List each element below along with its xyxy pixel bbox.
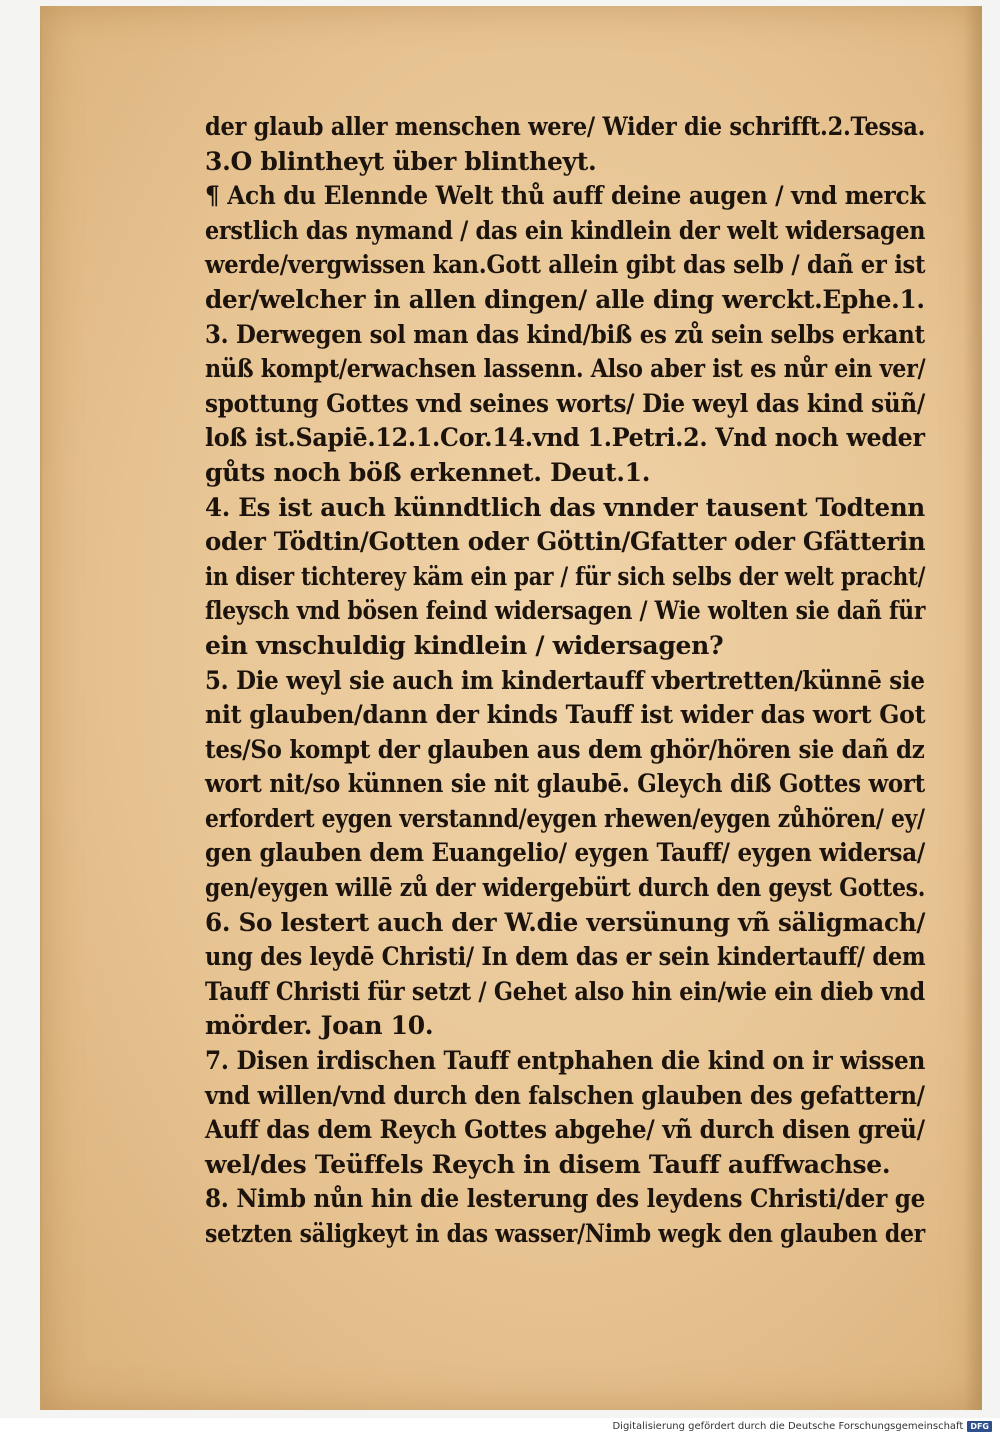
text-block bbox=[205, 110, 925, 1252]
text-line: der/welcher in allen dingen/ alle ding werckt.Ephe.1. bbox=[205, 284, 925, 314]
text-line: ein vnschuldig kindlein / widersagen? bbox=[205, 630, 724, 660]
text-line: wel/des Teüffels Reych in disem Tauff auffwachse. bbox=[205, 1149, 891, 1179]
text-line: ung des leydē Christi/ In dem das er sein kindertauff/ dem bbox=[205, 942, 926, 972]
text-line: erfordert eygen verstannd/eygen rhewen/eygen zůhören/ ey/ bbox=[205, 803, 925, 833]
text-line: 5. Die weyl sie auch im kindertauff vbertretten/künnē sie bbox=[205, 665, 925, 695]
dfg-logo-icon: DFG bbox=[967, 1421, 992, 1432]
text-line: nüß kompt/erwachsen lassenn. Also aber ist es nůr ein ver/ bbox=[205, 354, 926, 384]
text-line: fleysch vnd bösen feind widersagen / Wie wolten sie dañ für bbox=[205, 596, 926, 626]
text-line: ¶ Ach du Elennde Welt thů auff deine augen / vnd merck bbox=[205, 181, 926, 211]
text-line: der glaub aller menschen were/ Wider die schrifft.2.Tessa. bbox=[205, 112, 926, 141]
text-line: in diser tichterey käm ein par / für sich selbs der welt pracht/ bbox=[205, 561, 926, 591]
page-edge-shadow bbox=[964, 6, 982, 1410]
text-line: gůts noch böß erkennet. Deut.1. bbox=[205, 457, 651, 487]
text-line: 4. Es ist auch künndtlich das vnnder tausent Todtenn bbox=[205, 492, 925, 522]
text-line: 6. So lestert auch der W.die versünung vñ säligmach/ bbox=[205, 907, 926, 937]
text-line: vnd willen/vnd durch den falschen glauben des gefattern/ bbox=[205, 1080, 925, 1110]
text-line: tes/So kompt der glauben aus dem ghör/hören sie dañ dz bbox=[205, 734, 925, 764]
footer-credit bbox=[612, 1419, 992, 1433]
text-line: 3. Derwegen sol man das kind/biß es zů sein selbs erkant bbox=[205, 319, 925, 349]
text-line: gen glauben dem Euangelio/ eygen Tauff/ eygen widersa/ bbox=[205, 838, 926, 868]
text-line: 8. Nimb nůn hin die lesterung des leydens Christi/der ge bbox=[205, 1184, 926, 1214]
text-line: oder Tödtin/Gotten oder Göttin/Gfatter oder Gfätterin bbox=[205, 527, 926, 557]
text-line: setzten säligkeyt in das wasser/Nimb wegk den glauben der bbox=[205, 1219, 925, 1248]
text-line: wort nit/so künnen sie nit glaubē. Gleych diß Gottes wort bbox=[205, 769, 925, 799]
funding-credit-text: Digitalisierung gefördert durch die Deutsche Forschungsgemeinschaft bbox=[612, 1420, 964, 1432]
text-line: Tauff Christi für setzt / Gehet also hin ein/wie ein dieb vnd bbox=[205, 976, 925, 1006]
text-line: 3.O blintheyt über blintheyt. bbox=[205, 146, 597, 176]
text-line: werde/vergwissen kan.Gott allein gibt das selb / dañ er ist bbox=[205, 250, 926, 280]
text-line: 7. Disen irdischen Tauff entphahen die kind on ir wissen bbox=[205, 1046, 926, 1076]
text-line: loß ist.Sapiē.12.1.Cor.14.vnd 1.Petri.2. Vnd noch weder bbox=[205, 423, 925, 453]
text-line: nit glauben/dann der kinds Tauff ist wider das wort Got bbox=[205, 700, 926, 730]
text-line: Auff das dem Reych Gottes abgehe/ vñ durch disen greü/ bbox=[205, 1115, 925, 1145]
text-line: erstlich das nymand / das ein kindlein der welt widersagen bbox=[205, 215, 926, 245]
text-line: mörder. Joan 10. bbox=[205, 1011, 434, 1041]
text-line: gen/eygen willē zů der widergebürt durch den geyst Gottes. bbox=[205, 873, 926, 903]
text-line: spottung Gottes vnd seines worts/ Die weyl das kind süñ/ bbox=[205, 388, 926, 418]
